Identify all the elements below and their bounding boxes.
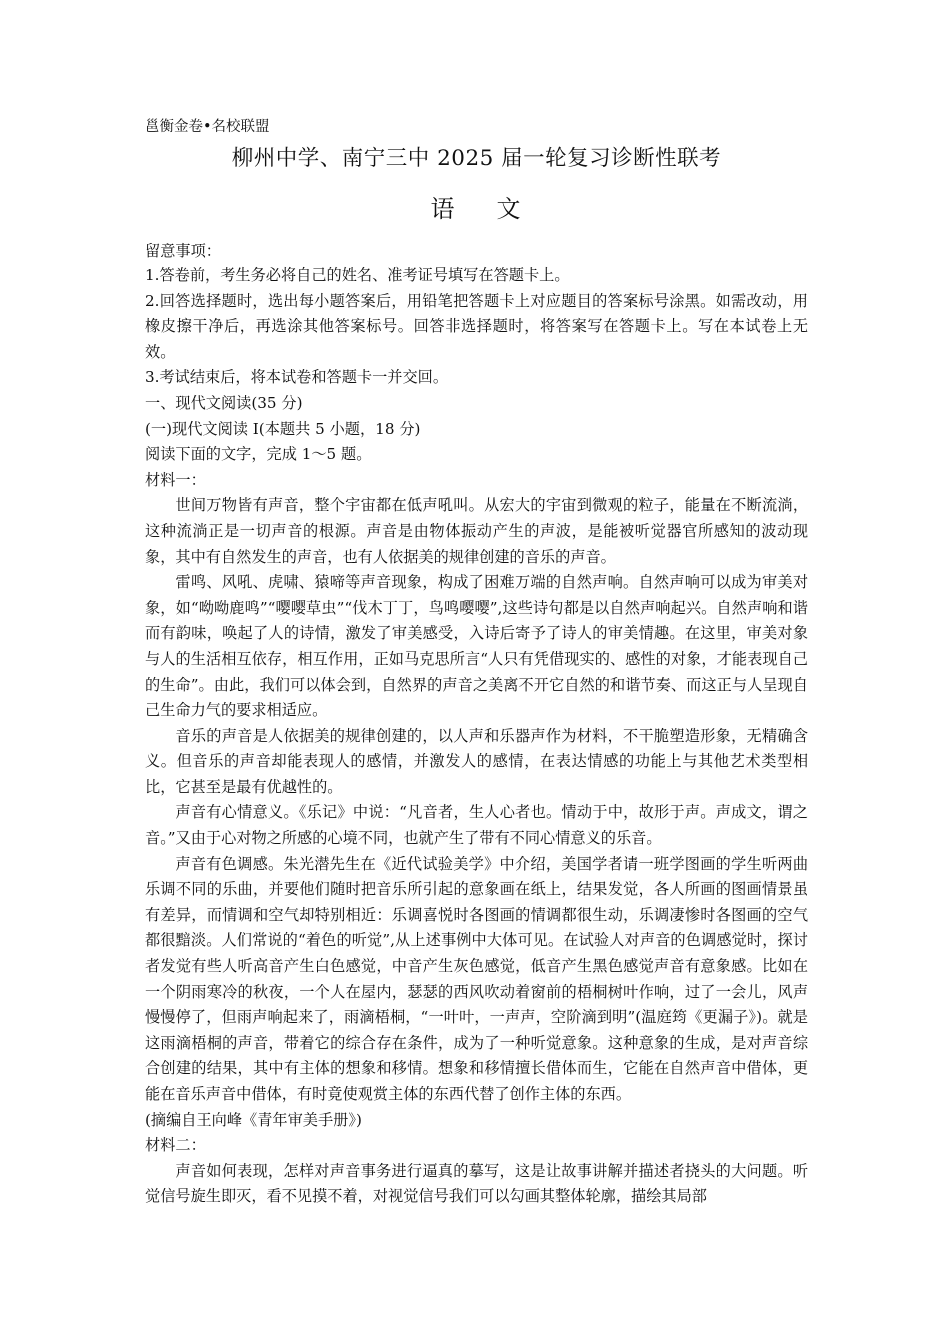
section-subheading: (一)现代文阅读 I(本题共 5 小题，18 分): [145, 419, 421, 438]
section-heading: 一、现代文阅读(35 分): [145, 393, 303, 412]
material-two-label: 材料二：: [145, 1136, 206, 1155]
material-one-paragraph: 声音有心情意义。《乐记》中说：“凡音者，生人心者也。情动于中，故形于声。声成文，谓之音。”又由于心对物之所感的心境不同，也就产生了带有不同心情意义的乐音。: [145, 803, 808, 848]
material-one-source: (摘编自王向峰《青年审美手册》): [145, 1110, 362, 1129]
section-instruction: 阅读下面的文字，完成 1～5 题。: [145, 445, 372, 464]
notice-heading: 留意事项：: [145, 242, 221, 260]
subject-char-1: 语: [430, 195, 457, 223]
material-one-paragraph: 音乐的声音是人依据美的规律创建的，以人声和乐器声作为材料，不干脆塑造形象，无精确含义。但音乐的声音却能表现人的感情，并激发人的感情，在表达情感的功能上与其他艺术类型相比，它甚至是最有优越性的。: [145, 726, 808, 796]
exam-content: [145, 117, 808, 1210]
material-one-paragraph: 世间万物皆有声音，整个宇宙都在低声吼叫。从宏大的宇宙到微观的粒子，能量在不断流淌，这种流淌正是一切声音的根源。声音是由物体振动产生的声波，是能被听觉器官所感知的波动现象，其中有自然发生的声音，也有人依据美的规律创建的音乐的声音。: [145, 496, 808, 566]
notice-item-3: 3.考试结束后，将本试卷和答题卡一并交回。: [145, 368, 449, 387]
series-label: 邕衡金卷•名校联盟: [145, 119, 270, 135]
material-two-paragraph: 声音如何表现，怎样对声音事务进行逼真的摹写，这是让故事讲解并描述者挠头的大问题。听觉信号旋生即灭，看不见摸不着，对视觉信号我们可以勾画其整体轮廓，描绘其局部: [145, 1161, 808, 1206]
subject-char-2: 文: [496, 195, 523, 223]
material-one-paragraph: 声音有色调感。朱光潜先生在《近代试验美学》中介绍，美国学者请一班学图画的学生听两曲乐调不同的乐曲，并要他们随时把音乐所引起的意象画在纸上，结果发觉，各人所画的图画情景虽有差异，而情调和空气却特别相近：乐调喜悦时各图画的情调都很生动，乐调凄惨时各图画的空气都很黯淡。人们常说的“着色的听觉”,从上述事例中大体可见。在试验人对声音的色调感觉时，探讨者发觉有些人听高音产生白色感觉，中音产生灰色感觉，低音产生黑色感觉声音有意象感。比如在一个阴雨寒冷的秋夜，一个人在屋内，瑟瑟的西风吹动着窗前的梧桐树叶作响，过了一会儿，风声慢慢停了，但雨声响起来了，雨滴梧桐，“一叶叶，一声声，空阶滴到明”(温庭筠《更漏子》)。就是这雨滴梧桐的声音，带着它的综合存在条件，成为了一种听觉意象。这种意象的生成，是对声音综合创建的结果，其中有主体的想象和移情。想象和移情擅长借体而生，它能在自然声音中借体，更能在音乐声音中借体，有时竟使观赏主体的东西代替了创作主体的东西。: [145, 854, 808, 1103]
exam-title: 柳州中学、南宁三中 2025 届一轮复习诊断性联考: [231, 146, 722, 171]
material-one-paragraph: 雷鸣、风吼、虎啸、猿啼等声音现象，构成了困难万端的自然声响。自然声响可以成为审美对象，如“呦呦鹿鸣”“嘤嘤草虫”“伐木丁丁，鸟鸣嘤嘤”,这些诗句都是以自然声响起兴。自然声响和谐而有韵味，唤起了人的诗情，激发了审美感受，入诗后寄予了诗人的审美情趣。在这里，审美对象与人的生活相互依存，相互作用，正如马克思所言“人只有凭借现实的、感性的对象，才能表现自己的生命”。由此，我们可以体会到，自然界的声音之美离不开它自然的和谐节奏、而这正与人呈现自己生命力气的要求相适应。: [145, 573, 808, 720]
notice-item-1: 1.答卷前，考生务必将自己的姓名、准考证号填写在答题卡上。: [145, 266, 570, 284]
subject-title: [145, 191, 808, 227]
notice-item-2: 2.回答选择题时，选出每小题答案后，用铅笔把答题卡上对应题目的答案标号涂黑。如需改动，用橡皮擦干净后，再选涂其他答案标号。回答非选择题时，将答案写在答题卡上。写在本试卷上无效。: [145, 291, 808, 361]
material-one-label: 材料一：: [145, 470, 206, 489]
